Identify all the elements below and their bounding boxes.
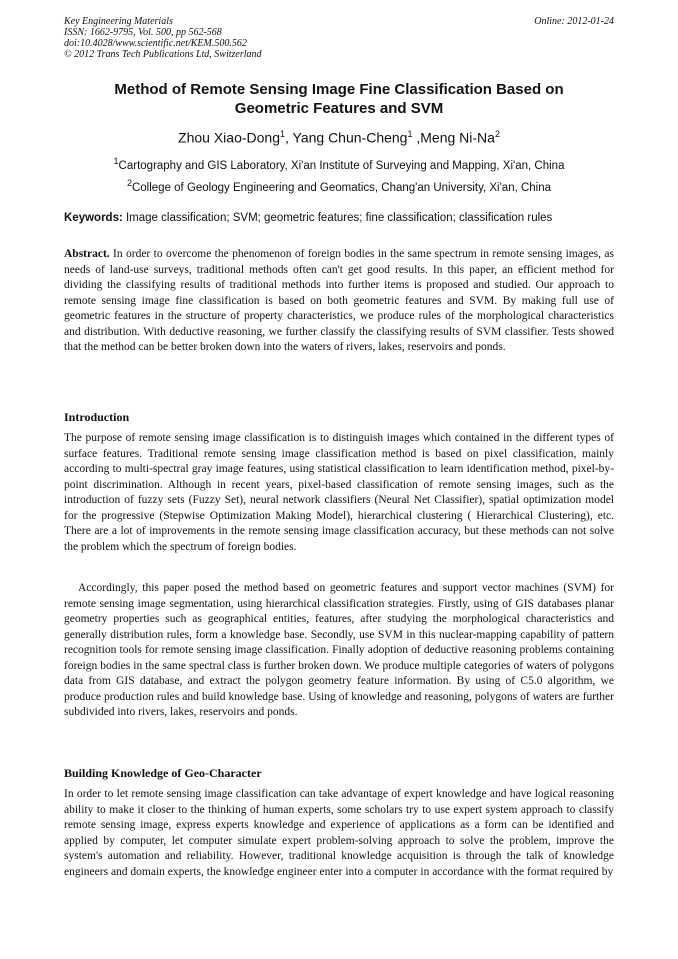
author-1-sup: 1: [279, 129, 285, 139]
copyright-line: © 2012 Trans Tech Publications Ltd, Switzerland: [64, 49, 262, 60]
affiliation-2-text: College of Geology Engineering and Geomatics, Chang'an University, Xi'an, China: [131, 181, 552, 194]
section-paragraph-1: In order to let remote sensing image classification can take advantage of expert knowledge and have logical reasoning ability to make it closer to the thinking of human experts, some scholars try to use expert system approach to classify remote sensing image, express experts knowledge and experience of applications as a form can be identified and applied by computer, let computer simulate expert problem-solving approach to solve the problem, improve the system's automation and reliability. However, traditional knowledge acquisition is through the talk of knowledge engineers and domain experts, the knowledge engineer enter into a computer in accordance with the format required by: [64, 788, 614, 878]
journal-header: [64, 16, 614, 60]
abstract-text: In order to overcome the phenomenon of foreign bodies in the same spectrum in remote sensing images, as needs of land-use surveys, traditional methods often can't get good results. In this paper, an efficient method for dividing the classifying results of traditional methods into further items is proposed and studied. Our approach to remote sensing image fine classification is based on both geometric features and SVM. By making full use of geometric features in the structure of property characteristics, we produce rules of the morphological characteristics and distribution. With deductive reasoning, we further classify the classifying results of SVM classifier. Tests showed that the method can be better broken down into the waters of rivers, lakes, reservoirs and ponds.: [64, 248, 614, 353]
affiliation-1-sup: 1: [113, 156, 119, 166]
issn-line: ISSN: 1662-9795, Vol. 500, pp 562-568: [64, 27, 222, 38]
author-3: ,Meng Ni-Na: [412, 129, 495, 146]
author-3-sup: 2: [494, 129, 500, 139]
title-line-2: Geometric Features and SVM: [234, 100, 444, 117]
section-heading-geo-character: Building Knowledge of Geo-Character: [64, 766, 262, 780]
author-2: , Yang Chun-Cheng: [285, 129, 408, 146]
online-date: Online: 2012-01-24: [534, 16, 614, 27]
keywords-text: Image classification; SVM; geometric features; fine classification; classification rules: [122, 212, 553, 224]
introduction-paragraph-1: The purpose of remote sensing image classification is to distinguish images which contained in the different types of surface features. Traditional remote sensing image classification method is based on pixel classification, mainly according to multi-spectral gray image features, using statistical classification to learn identification method, pixel-by-point discrimination. Although in recent years, pixel-based classification of remote sensing images, such as the introduction of fuzzy sets (Fuzzy Set), neural network classifiers (Neural Net Classifier), spatial optimization model for the progressive (Stepwise Optimization Making Model), hierarchical clustering ( Hierarchical Clustering), etc. There are a lot of improvements in the remote sensing image classification accuracy, but these methods can not solve the problem which the spectrum of foreign bodies.: [64, 432, 614, 553]
affiliation-2-sup: 2: [126, 178, 132, 188]
author-1: Zhou Xiao-Dong: [178, 129, 280, 146]
keywords: [64, 212, 614, 224]
abstract: [64, 247, 614, 356]
introduction-heading: Introduction: [64, 410, 130, 424]
abstract-label: Abstract.: [64, 248, 110, 260]
title-line-1: Method of Remote Sensing Image Fine Classification Based on: [114, 81, 564, 98]
affiliation-1: [64, 156, 614, 172]
doi-line: doi:10.4028/www.scientific.net/KEM.500.562: [64, 38, 247, 49]
affiliation-1-text: Cartography and GIS Laboratory, Xi'an Institute of Surveying and Mapping, Xi'an, China: [118, 159, 565, 172]
paper-title: [64, 80, 614, 118]
affiliation-2: [64, 178, 614, 194]
introduction-paragraph-2: Accordingly, this paper posed the method based on geometric features and support vector machines (SVM) for remote sensing image segmentation, using hierarchical classification strategies. Firstly, using of GIS databases planar geometry properties such as geographical entities, features, after studying the morphological characteristics and generally distribution rules, form a knowledge base. Secondly, use SVM in this nuclear-mapping capability of pattern recognition tools for remote sensing image classification. Finally adoption of deductive reasoning problems containing foreign bodies in the same spectral class is further broken down. We produce multiple categories of waters of polygons data from GIS database, and extract the polygon geometry feature information. By using of C5.0 algorithm, we produce production rules and build knowledge base. Using of knowledge and reasoning, polygons of waters are further subdivided into rivers, lakes, reservoirs and ponds.: [64, 582, 614, 718]
keywords-label: Keywords:: [64, 212, 123, 224]
journal-name: Key Engineering Materials: [64, 16, 173, 27]
author-2-sup: 1: [407, 129, 413, 139]
author-list: [64, 129, 614, 146]
